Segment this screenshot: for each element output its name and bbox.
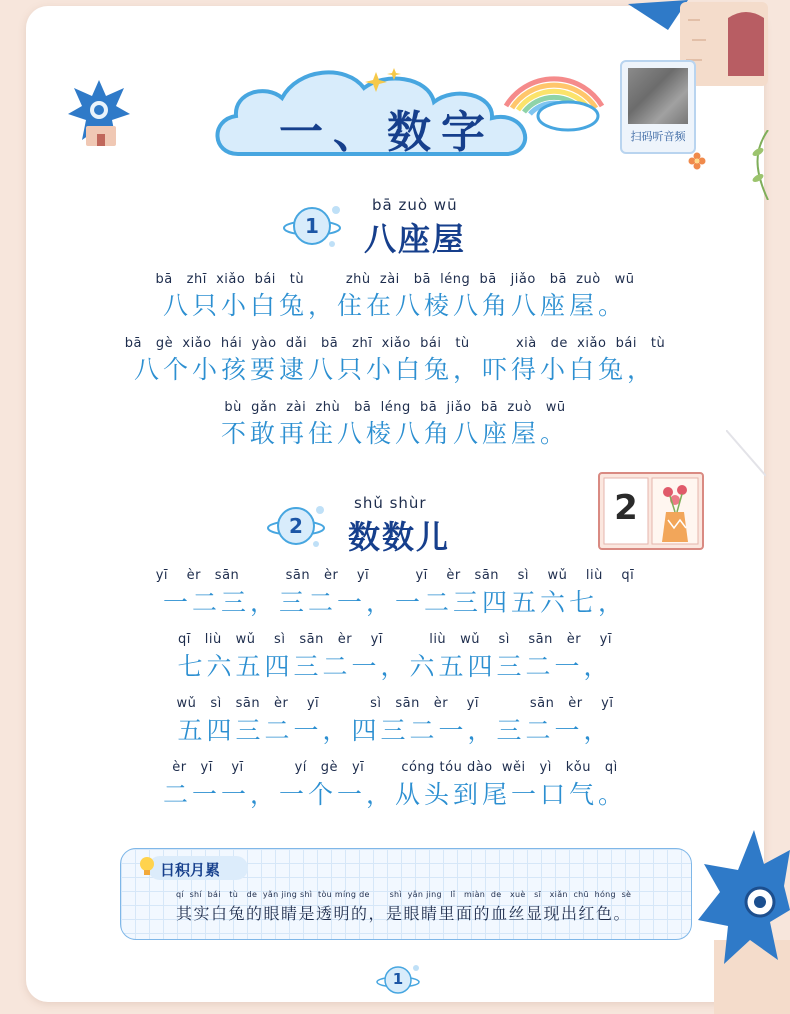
hanzi-line: 二一一，一个一，从头到尾一口气。 xyxy=(162,780,627,809)
flower-icon xyxy=(688,152,706,170)
pinyin-line: bā zhī xiǎo bái tù zhù zài bā léng bā jiǎo bā zuò wū xyxy=(155,272,635,287)
hanzi-line: 七六五四三二一，六五四三二一， xyxy=(177,652,613,681)
hanzi-line: 八个小孩要逮八只小白兔，吓得小白兔， xyxy=(133,355,656,384)
section-heading-pinyin: bā zuò wū xyxy=(372,196,458,214)
star-house-decoration xyxy=(66,78,132,148)
qr-code-image[interactable] xyxy=(628,68,688,124)
pinyin-line: yī èr sān sān èr yī yī èr sān sì wǔ liù qī xyxy=(155,568,635,583)
tip-pinyin: qí shí bái tù de yǎn jing shì tòu míng de shì yǎn jing lǐ miàn de xuè sī xiǎn chū hóng sè xyxy=(176,890,632,899)
pinyin-line: bā gè xiǎo hái yào dǎi bā zhī xiǎo bái tù xià de xiǎo bái tù xyxy=(124,336,666,351)
section-heading: 数数儿 xyxy=(348,518,451,556)
hanzi-line: 五四三二一，四三二一，三二一， xyxy=(177,716,613,745)
page-title: 一、数字 xyxy=(279,107,495,158)
leaf-decoration xyxy=(740,130,770,200)
section-number: 2 xyxy=(289,514,303,538)
section-heading: 八座屋 xyxy=(364,220,467,258)
pinyin-line: wǔ sì sān èr yī sì sān èr yī sān èr yī xyxy=(176,696,614,711)
tip-text: 其实白兔的眼睛是透明的，是眼睛里面的血丝显现出红色。 xyxy=(176,904,632,923)
qr-code-box[interactable] xyxy=(620,60,696,154)
hanzi-line: 不敢再住八棱八角八座屋。 xyxy=(220,419,569,448)
star-decoration xyxy=(694,830,790,1014)
pinyin-line: bù gǎn zài zhù bā léng bā jiǎo bā zuò wū xyxy=(224,400,566,415)
section-number: 1 xyxy=(305,214,319,238)
hanzi-line: 八只小白兔，住在八棱八角八座屋。 xyxy=(162,291,627,320)
card-number: 2 xyxy=(614,488,638,528)
tip-title: 日积月累 xyxy=(160,861,221,879)
lightbulb-icon xyxy=(138,856,156,878)
pinyin-line: qī liù wǔ sì sān èr yī liù wǔ sì sān èr yī xyxy=(178,632,612,647)
qr-caption: 扫码听音频 xyxy=(630,130,686,143)
hanzi-line: 一二三，三二一，一二三四五六七， xyxy=(162,588,627,617)
page-number: 1 xyxy=(392,970,404,988)
decorative-line xyxy=(726,430,766,480)
pinyin-line: èr yī yī yí gè yī cóng tóu dào wěi yì kǒu qì xyxy=(172,760,618,775)
section-heading-pinyin: shǔ shùr xyxy=(354,494,427,512)
